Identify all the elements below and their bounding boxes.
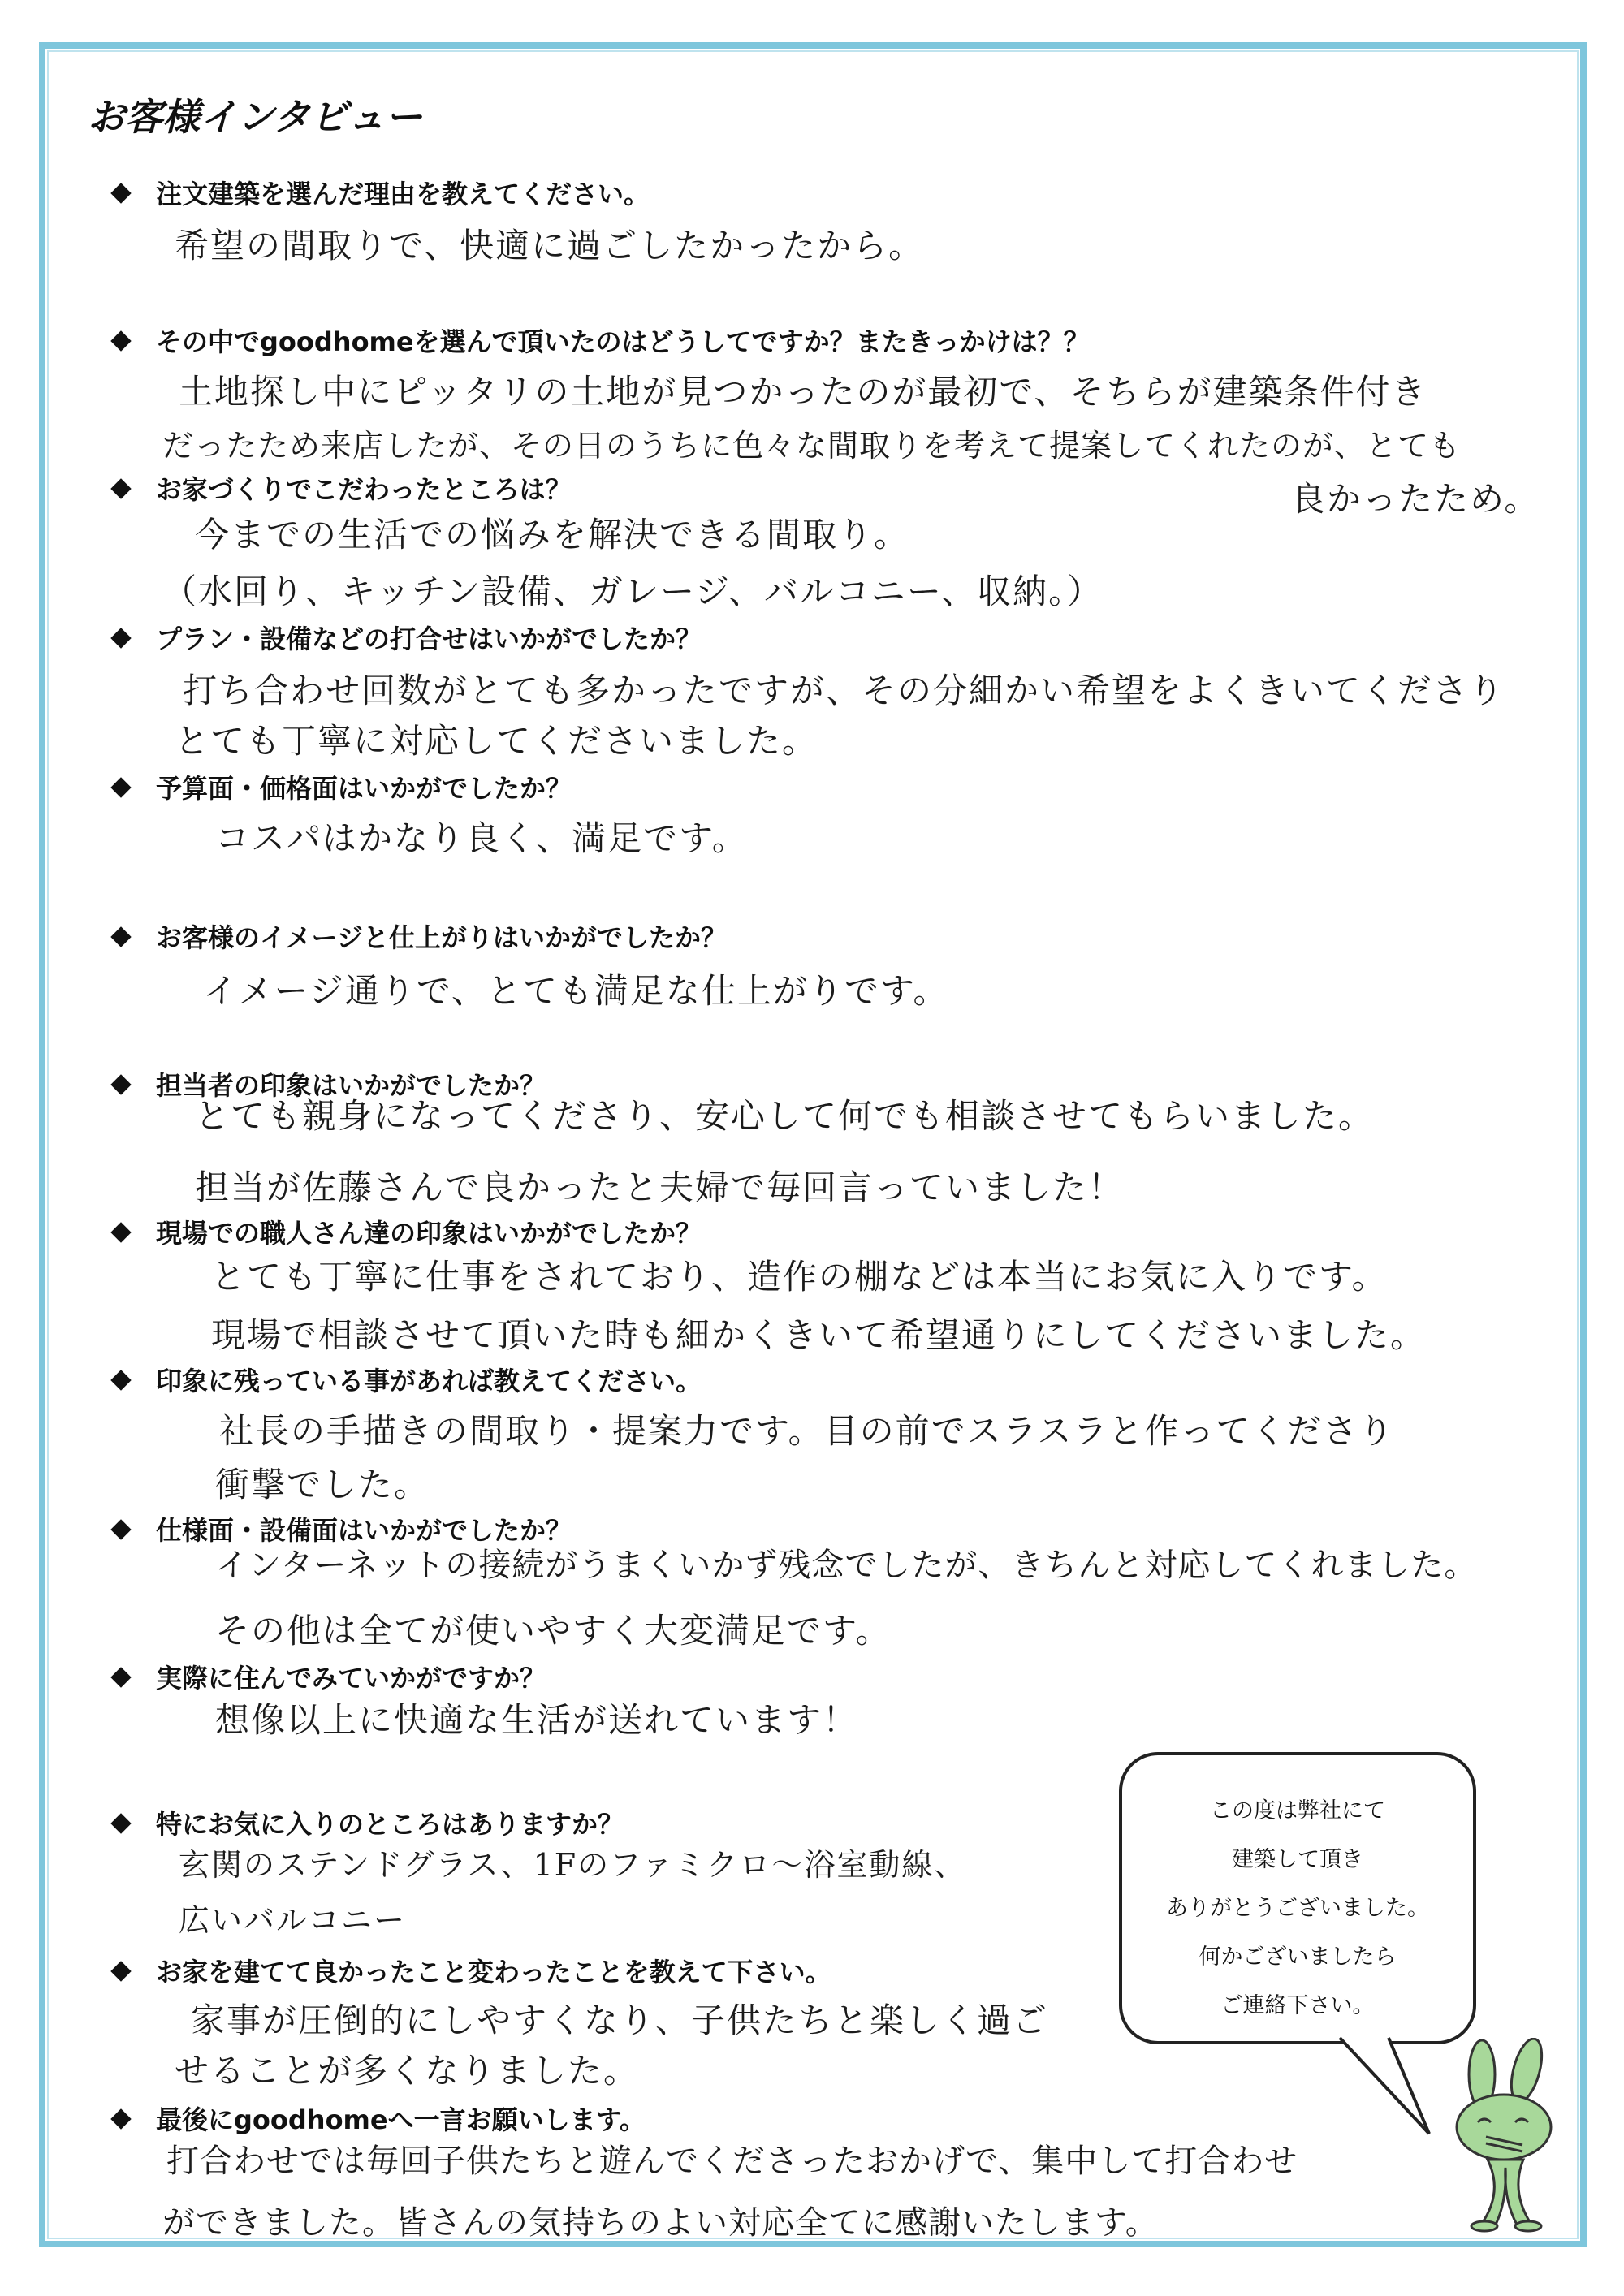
question-1: 注文建築を選んだ理由を教えてください。 (114, 174, 650, 211)
diamond-bullet-icon (110, 183, 131, 203)
answer-9-line-2: 衝撃でした。 (215, 1465, 430, 1504)
answer-2-line-1: 土地探し中にピッタリの土地が見つかったのが最初で、そちらが建築条件付き (179, 372, 1427, 412)
answer-3-line-2: （水回り、キッチン設備、ガレージ、バルコニー、収納。） (162, 572, 1104, 611)
question-7: 担当者の印象はいかがでしたか？ (114, 1065, 546, 1103)
answer-7-line-2: 担当が佐藤さんで良かったと夫婦で毎回言っていました！ (195, 1167, 1125, 1207)
diamond-bullet-icon (110, 1667, 131, 1687)
question-13: お家を建てて良かったこと変わったことを教えて下さい。 (114, 1952, 831, 1989)
question-12: 特にお気に入りのところはありますか？ (114, 1804, 624, 1841)
diamond-bullet-icon (110, 628, 131, 648)
diamond-bullet-icon (110, 1813, 131, 1833)
answer-5-line-1: コスパはかなり良く、満足です。 (215, 818, 748, 858)
diamond-bullet-icon (110, 478, 131, 498)
question-6: お客様のイメージと仕上がりはいかがでしたか？ (114, 917, 727, 955)
bubble-line-3: ありがとうございました。 (1166, 1896, 1429, 1921)
diamond-bullet-icon (110, 1519, 131, 1539)
answer-1-line-1: 希望の間取りで、快適に過ごしたかったから。 (175, 226, 925, 265)
diamond-bullet-icon (110, 777, 131, 797)
question-11: 実際に住んでみていかがですか？ (114, 1658, 546, 1695)
diamond-bullet-icon (110, 1961, 131, 1981)
diamond-bullet-icon (110, 1370, 131, 1390)
question-5: 予算面・価格面はいかがでしたか？ (114, 768, 572, 805)
answer-13-line-1: 家事が圧倒的にしやすくなり、子供たちと楽しく過ご (191, 2000, 1049, 2040)
answer-10-line-2: その他は全てが使いやすく大変満足です。 (215, 1611, 892, 1651)
question-4: プラン・設備などの打合せはいかがでしたか？ (114, 619, 702, 656)
question-14: 最後にgoodhomeへ一言お願いします。 (114, 2100, 646, 2137)
answer-2-line-2: だったため来店したが、その日のうちに色々な間取りを考えて提案してくれたのが、とても (162, 428, 1462, 464)
diamond-bullet-icon (110, 926, 131, 947)
answer-2-line-3: 良かったため。 (1291, 479, 1540, 519)
answer-4-line-1: 打ち合わせ回数がとても多かったですが、その分細かい希望をよくきいてくださり (183, 671, 1505, 710)
answer-7-line-1: とても親身になってくださり、安心して何でも相談させてもらいました。 (195, 1096, 1375, 1136)
question-8: 現場での職人さん達の印象はいかがでしたか？ (114, 1213, 702, 1250)
question-10: 仕様面・設備面はいかがでしたか？ (114, 1510, 572, 1547)
diamond-bullet-icon (110, 330, 131, 351)
answer-12-line-1: 玄関のステンドグラス、1Fのファミクロ〜浴室動線、 (179, 1847, 967, 1883)
diamond-bullet-icon (110, 1222, 131, 1242)
answer-9-line-1: 社長の手描きの間取り・提案力です。目の前でスラスラと作ってくださり (219, 1411, 1395, 1451)
answer-8-line-2: 現場で相談させて頂いた時も細かくきいて希望通りにしてくださいました。 (211, 1315, 1427, 1355)
rabbit-mascot-icon (1437, 2038, 1575, 2233)
question-2: その中でgoodhomeを選んで頂いたのはどうしてですか？またきっかけは？？ (114, 322, 1090, 359)
question-9: 印象に残っている事があれば教えてください。 (114, 1361, 702, 1398)
answer-8-line-1: とても丁寧に仕事をされており、造作の棚などは本当にお気に入りです。 (211, 1257, 1388, 1297)
answer-14-line-1: 打合わせでは毎回子供たちと遊んでくださったおかげで、集中して打合わせ (166, 2143, 1298, 2180)
bubble-line-5: ご連絡下さい。 (1220, 1993, 1375, 2018)
answer-13-line-2: せることが多くなりました。 (175, 2051, 640, 2091)
answer-3-line-1: 今までの生活での悩みを解決できる間取り。 (195, 515, 910, 555)
answer-4-line-2: とても丁寧に対応してくださいました。 (175, 721, 818, 761)
bubble-line-1: この度は弊社にて (1210, 1798, 1385, 1823)
answer-6-line-1: イメージ通りで、とても満足な仕上がりです。 (203, 971, 949, 1011)
answer-14-line-2: ができました。皆さんの気持ちのよい対応全てに感謝いたします。 (162, 2204, 1159, 2242)
question-3: お家づくりでこだわったところは？ (114, 469, 572, 507)
answer-12-line-2: 広いバルコニー (179, 1902, 407, 1938)
answer-10-line-1: インターネットの接続がうまくいかず残念でしたが、きちんと対応してくれました。 (215, 1547, 1478, 1584)
page-title: お客様インタビュー (88, 95, 423, 139)
answer-11-line-1: 想像以上に快適な生活が送れています！ (215, 1700, 859, 1740)
diamond-bullet-icon (110, 2108, 131, 2129)
bubble-line-4: 何かございましたら (1199, 1944, 1397, 1970)
diamond-bullet-icon (110, 1074, 131, 1094)
bubble-line-2: 建築して頂き (1232, 1847, 1363, 1872)
speech-bubble-tail (1332, 2036, 1437, 2142)
